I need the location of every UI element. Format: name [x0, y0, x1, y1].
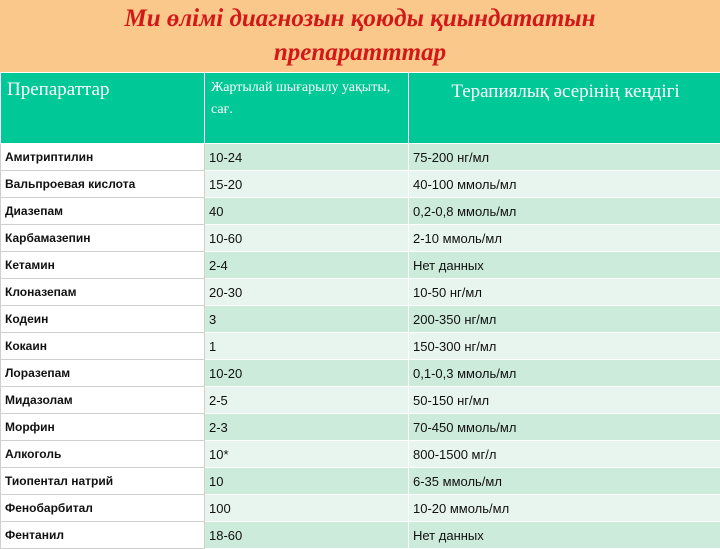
half-life-cell: 10-24 — [205, 144, 409, 171]
therapeutic-range-cell: 150-300 нг/мл — [409, 333, 720, 360]
slide-title-line-2: препаратттар — [124, 36, 595, 70]
half-life-cell: 1 — [205, 333, 409, 360]
half-life-cell: 18-60 — [205, 522, 409, 549]
half-life-cell: 2-5 — [205, 387, 409, 414]
therapeutic-range-cell: 2-10 ммоль/мл — [409, 225, 720, 252]
table-row — [1, 144, 720, 171]
drug-name-cell: Вальпроевая кислота — [1, 171, 205, 198]
drug-name-cell: Клоназепам — [1, 279, 205, 306]
table-body — [1, 144, 720, 549]
table-row — [1, 387, 720, 414]
drug-name-cell: Тиопентал натрий — [1, 468, 205, 495]
therapeutic-range-cell: 50-150 нг/мл — [409, 387, 720, 414]
therapeutic-range-cell: Нет данных — [409, 522, 720, 549]
half-life-cell: 40 — [205, 198, 409, 225]
half-life-cell: 10-20 — [205, 360, 409, 387]
half-life-cell: 3 — [205, 306, 409, 333]
therapeutic-range-cell: 800-1500 мг/л — [409, 441, 720, 468]
therapeutic-range-cell: 0,2-0,8 ммоль/мл — [409, 198, 720, 225]
table-row — [1, 495, 720, 522]
drug-name-cell: Карбамазепин — [1, 225, 205, 252]
table-row — [1, 252, 720, 279]
therapeutic-range-cell: 6-35 ммоль/мл — [409, 468, 720, 495]
drug-name-cell: Диазепам — [1, 198, 205, 225]
table-row — [1, 171, 720, 198]
table-row — [1, 306, 720, 333]
table-row — [1, 414, 720, 441]
half-life-cell: 20-30 — [205, 279, 409, 306]
header-drugs: Препараттар — [1, 73, 205, 144]
drug-name-cell: Лоразепам — [1, 360, 205, 387]
table-row — [1, 279, 720, 306]
header-half-life: Жартылай шығарылу уақыты, сағ. — [205, 73, 409, 144]
table-row — [1, 522, 720, 549]
table-row — [1, 468, 720, 495]
drug-table — [0, 72, 720, 549]
header-therapeutic-range: Терапиялық әсерінің кеңдігі — [409, 73, 720, 144]
half-life-cell: 15-20 — [205, 171, 409, 198]
table-row — [1, 441, 720, 468]
table-row — [1, 198, 720, 225]
drug-name-cell: Кетамин — [1, 252, 205, 279]
half-life-cell: 100 — [205, 495, 409, 522]
slide-title-line-1: Ми өлімі диагнозын қоюды қиындататын — [124, 2, 595, 36]
half-life-cell: 10-60 — [205, 225, 409, 252]
drug-name-cell: Фентанил — [1, 522, 205, 549]
half-life-cell: 10 — [205, 468, 409, 495]
therapeutic-range-cell: 10-20 ммоль/мл — [409, 495, 720, 522]
therapeutic-range-cell: Нет данных — [409, 252, 720, 279]
therapeutic-range-cell: 200-350 нг/мл — [409, 306, 720, 333]
half-life-cell: 2-4 — [205, 252, 409, 279]
therapeutic-range-cell: 75-200 нг/мл — [409, 144, 720, 171]
drug-name-cell: Кокаин — [1, 333, 205, 360]
half-life-cell: 2-3 — [205, 414, 409, 441]
drug-name-cell: Морфин — [1, 414, 205, 441]
drug-name-cell: Амитриптилин — [1, 144, 205, 171]
half-life-cell: 10* — [205, 441, 409, 468]
therapeutic-range-cell: 0,1-0,3 ммоль/мл — [409, 360, 720, 387]
table-row — [1, 225, 720, 252]
table-header-row — [1, 73, 720, 144]
table-row — [1, 333, 720, 360]
drug-name-cell: Фенобарбитал — [1, 495, 205, 522]
therapeutic-range-cell: 10-50 нг/мл — [409, 279, 720, 306]
slide-title — [0, 0, 720, 72]
drug-name-cell: Кодеин — [1, 306, 205, 333]
drug-name-cell: Алкоголь — [1, 441, 205, 468]
therapeutic-range-cell: 70-450 ммоль/мл — [409, 414, 720, 441]
drug-name-cell: Мидазолам — [1, 387, 205, 414]
table-row — [1, 360, 720, 387]
therapeutic-range-cell: 40-100 ммоль/мл — [409, 171, 720, 198]
